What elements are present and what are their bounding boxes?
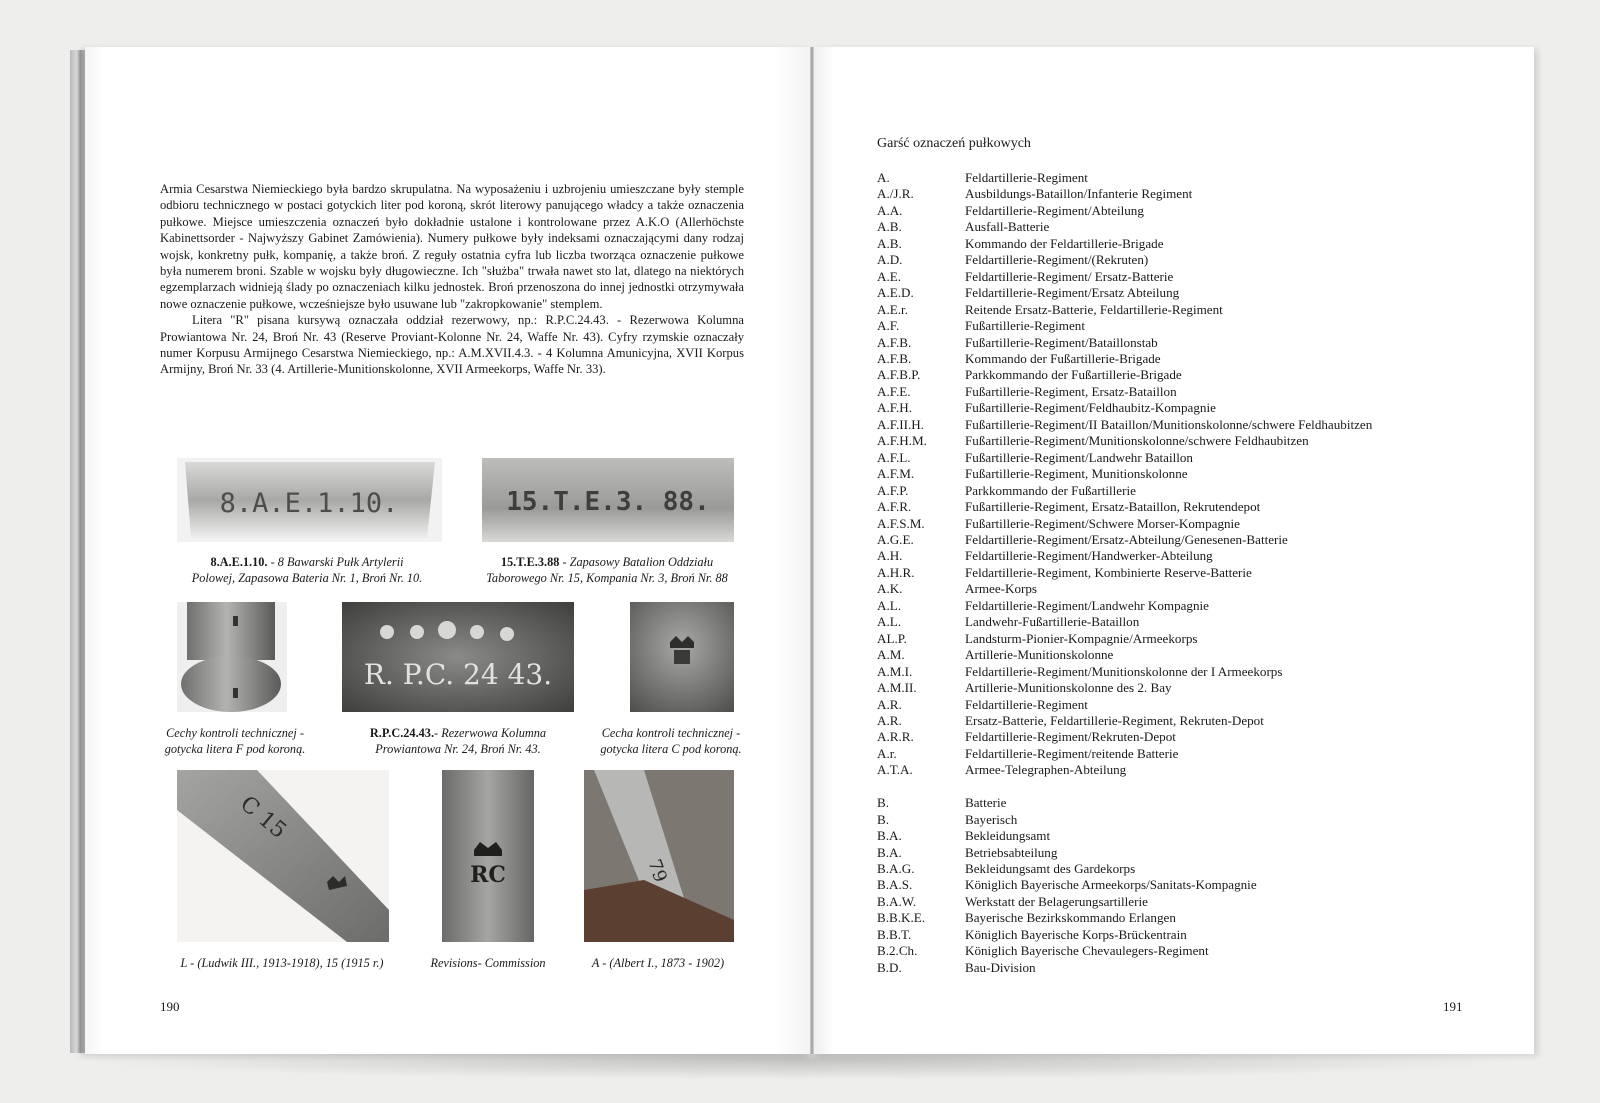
abbreviation-meaning: Landsturm-Pionier-Kompagnie/Armeekorps — [965, 630, 1198, 646]
abbreviation-meaning: Fußartillerie-Regiment/Schwere Morser-Kompagnie — [965, 515, 1240, 531]
abbreviation-row — [877, 647, 1372, 663]
abbreviation-code: A.r. — [877, 745, 897, 761]
abbreviation-row — [877, 203, 1372, 219]
abbreviation-meaning: Batterie — [965, 795, 1007, 811]
abbreviation-meaning: Bekleidungsamt — [965, 828, 1051, 844]
abbreviation-code: A.R. — [877, 696, 902, 712]
photo-blade-A-crown — [584, 770, 734, 942]
abbreviation-row — [877, 894, 1372, 910]
abbreviation-row — [877, 318, 1372, 334]
abbreviation-meaning: Fußartillerie-Regiment/Feldhaubitz-Kompagnie — [965, 400, 1216, 416]
abbreviation-code: B.A.S. — [877, 877, 913, 893]
abbreviation-meaning: Fußartillerie-Regiment, Ersatz-Bataillon — [965, 383, 1177, 399]
abbreviation-row — [877, 367, 1372, 383]
abbreviation-code: A.H.R. — [877, 564, 915, 580]
abbreviation-code: A.D. — [877, 252, 903, 268]
photo-blade-L-crown — [177, 770, 389, 942]
abbreviation-row — [877, 664, 1372, 680]
abbreviation-code: A.R.R. — [877, 729, 914, 745]
caption-2: 15.T.E.3.88 - Zapasowy Batalion Oddziału Taborowego Nr. 15, Kompania Nr. 3, Broń Nr. 88 — [486, 555, 728, 585]
abbreviation-code: A.M. — [877, 647, 905, 663]
abbreviation-meaning: Königlich Bayerische Chevaulegers-Regiment — [965, 943, 1209, 959]
abbreviation-code: B.2.Ch. — [877, 943, 918, 959]
abbreviation-row — [877, 400, 1372, 416]
photo-stamp-RPC2443 — [342, 602, 574, 712]
abbreviation-row — [877, 219, 1372, 235]
list-group-spacer — [877, 779, 1372, 795]
abbreviation-meaning: Fußartillerie-Regiment/Landwehr Bataillon — [965, 449, 1193, 465]
photo-stamp-text: RC — [470, 862, 506, 888]
abbreviation-code: A. — [877, 170, 890, 185]
abbreviation-meaning: Fußartillerie-Regiment/Bataillonstab — [965, 334, 1158, 350]
photo-crown-C-stamp — [630, 602, 734, 712]
abbreviation-list — [877, 170, 1372, 976]
abbreviation-meaning: Feldartillerie-Regiment/Ersatz Abteilung — [965, 285, 1180, 301]
abbreviation-meaning: Feldartillerie-Regiment — [965, 170, 1088, 185]
abbreviation-meaning: Parkkommando der Fußartillerie-Brigade — [965, 367, 1182, 383]
abbreviation-meaning: Fußartillerie-Regiment/Munitionskolonne/schwere Feldhaubitzen — [965, 433, 1309, 449]
abbreviation-code: A.G.E. — [877, 531, 914, 547]
abbreviation-meaning: Feldartillerie-Regiment/reitende Batterie — [965, 745, 1179, 761]
abbreviation-code: A.K. — [877, 581, 903, 597]
paragraph-1: Armia Cesarstwa Niemieckiego była bardzo skrupulatna. Na wyposażeniu i uzbrojeniu umieszczane były stemple odbioru technicznego w postaci gotyckich liter pod koroną, skrót literowy panującego władcy a także oznaczenia pułkowe. Miejsce umieszczenia oznaczeń było dokładnie ustalone i kontrolowane przez A.K.O (Allerhöchste Kabinettsorder - Najwyższy Gabinet Zamówienia). Numery pułkowe były indeksami oznaczającymi dany rodzaj wojsk, konkretny pułk, kompanię, a także broń. Z reguły ostatnia cyfra lub liczba tworząca oznaczenie pułkowe była numerem broni. Szable w wojsku były długowieczne. Ich "służba" trwała nawet sto lat, dlatego na niektórych egzemplarzach widnieją ślady po oznaczeniach kilku jednostek. Broń przenoszona do innej jednostki otrzymywała nowe oznaczenie pułkowe, wcześniejsze było usuwane lub "zakropkowanie" stemplem. — [160, 182, 744, 311]
abbreviation-code: A.E.r. — [877, 301, 908, 317]
abbreviation-row — [877, 812, 1372, 828]
abbreviation-row — [877, 351, 1372, 367]
abbreviation-meaning: Fußartillerie-Regiment/II Bataillon/Munitionskolonne/schwere Feldhaubitzen — [965, 416, 1373, 432]
photo-stamp-text: 8.A.E.1.10. — [219, 488, 399, 519]
abbreviation-row — [877, 186, 1372, 202]
abbreviation-row — [877, 746, 1372, 762]
abbreviation-row — [877, 877, 1372, 893]
photo-stamp-8AE110 — [177, 458, 442, 542]
abbreviation-meaning: Bayerische Bezirkskommando Erlangen — [965, 910, 1176, 926]
section-title: Garść oznaczeń pułkowych — [877, 136, 1031, 151]
abbreviation-code: B. — [877, 811, 890, 827]
abbreviation-code: A.F.L. — [877, 449, 911, 465]
abbreviation-row — [877, 285, 1372, 301]
page-number-right: 191 — [1443, 999, 1463, 1014]
book-gutter — [810, 47, 814, 1054]
caption-2-code: 15.T.E.3.88 — [500, 555, 560, 569]
caption-4-code: R.P.C.24.43. — [369, 726, 435, 740]
abbreviation-row — [877, 302, 1372, 318]
abbreviation-row — [877, 713, 1372, 729]
photo-crown-F-stamp — [177, 602, 287, 712]
abbreviation-row — [877, 516, 1372, 532]
abbreviation-row — [877, 960, 1372, 976]
caption-8: A - (Albert I., 1873 - 1902) — [591, 956, 725, 970]
abbreviation-row — [877, 828, 1372, 844]
caption-1: 8.A.E.1.10. - 8 Bawarski Pułk Artylerii Polowej, Zapasowa Bateria Nr. 1, Broń Nr. 10. — [191, 555, 423, 585]
abbreviation-meaning: Ersatz-Batterie, Feldartillerie-Regiment, Rekruten-Depot — [965, 712, 1264, 728]
abbreviation-meaning: Feldartillerie-Regiment/Abteilung — [965, 202, 1144, 218]
abbreviation-meaning: Ausbildungs-Bataillon/Infanterie Regiment — [965, 186, 1193, 202]
abbreviation-row — [877, 910, 1372, 926]
abbreviation-row — [877, 861, 1372, 877]
abbreviation-code: A.F.B. — [877, 350, 912, 366]
abbreviation-code: A.E. — [877, 268, 902, 284]
abbreviation-code: A.E.D. — [877, 285, 914, 301]
abbreviation-row — [877, 548, 1372, 564]
abbreviation-meaning: Feldartillerie-Regiment — [965, 696, 1088, 712]
abbreviation-meaning: Ausfall-Batterie — [965, 219, 1050, 235]
abbreviation-meaning: Feldartillerie-Regiment/Munitionskolonne der I Armeekorps — [965, 663, 1283, 679]
abbreviation-row — [877, 269, 1372, 285]
abbreviation-code: A./J.R. — [877, 186, 914, 202]
abbreviation-row — [877, 614, 1372, 630]
abbreviation-meaning: Königlich Bayerische Armeekorps/Sanitats-Kompagnie — [965, 877, 1257, 893]
abbreviation-meaning: Kommando der Feldartillerie-Brigade — [965, 235, 1164, 251]
abbreviation-row — [877, 697, 1372, 713]
abbreviation-row — [877, 466, 1372, 482]
photo-blade-RC-crown — [442, 770, 534, 942]
left-body-text — [160, 181, 744, 378]
abbreviation-code: A.F. — [877, 318, 900, 334]
abbreviation-meaning: Armee-Korps — [965, 581, 1037, 597]
abbreviation-meaning: Feldartillerie-Regiment/Ersatz-Abteilung/Genesenen-Batterie — [965, 531, 1288, 547]
abbreviation-row — [877, 236, 1372, 252]
abbreviation-meaning: Kommando der Fußartillerie-Brigade — [965, 350, 1161, 366]
abbreviation-code: B.A. — [877, 844, 902, 860]
abbreviation-meaning: Bekleidungsamt des Gardekorps — [965, 861, 1136, 877]
abbreviation-code: B.A.G. — [877, 861, 915, 877]
abbreviation-row — [877, 384, 1372, 400]
abbreviation-row — [877, 565, 1372, 581]
photo-stamp-text: 79 — [643, 856, 671, 886]
photo-stamp-text: 15.T.E.3. 88. — [506, 487, 710, 517]
abbreviation-meaning: Betriebsabteilung — [965, 844, 1058, 860]
abbreviation-row — [877, 450, 1372, 466]
abbreviation-row — [877, 532, 1372, 548]
abbreviation-code: A.B. — [877, 219, 902, 235]
abbreviation-meaning: Bayerisch — [965, 811, 1018, 827]
abbreviation-row — [877, 680, 1372, 696]
abbreviation-code: A.T.A. — [877, 762, 913, 778]
abbreviation-row — [877, 335, 1372, 351]
abbreviation-code: A.A. — [877, 202, 903, 218]
abbreviation-meaning: Feldartillerie-Regiment, Kombinierte Reserve-Batterie — [965, 564, 1252, 580]
abbreviation-meaning: Artillerie-Munitionskolonne — [965, 647, 1114, 663]
abbreviation-meaning: Fußartillerie-Regiment, Ersatz-Bataillon, Rekrutendepot — [965, 499, 1261, 515]
abbreviation-code: A.L. — [877, 597, 902, 613]
abbreviation-code: A.F.H.M. — [877, 433, 927, 449]
abbreviation-code: A.F.B.P. — [877, 367, 921, 383]
abbreviation-meaning: Landwehr-Fußartillerie-Bataillon — [965, 614, 1140, 630]
photo-stamp-text: R. P.C. 24 43. — [363, 658, 553, 691]
abbreviation-code: A.B. — [877, 235, 902, 251]
abbreviation-row — [877, 417, 1372, 433]
abbreviation-code: A.H. — [877, 548, 903, 564]
abbreviation-meaning: Fußartillerie-Regiment — [965, 318, 1085, 334]
caption-5: Cecha kontroli technicznej - gotycka litera C pod koroną. — [600, 726, 742, 756]
caption-7: Revisions- Commission — [430, 956, 546, 970]
abbreviation-code: B.D. — [877, 959, 902, 975]
abbreviation-meaning: Feldartillerie-Regiment/Handwerker-Abteilung — [965, 548, 1213, 564]
abbreviation-meaning: Feldartillerie-Regiment/Rekruten-Depot — [965, 729, 1176, 745]
photo-stamp-text: C 15 — [235, 791, 291, 844]
abbreviation-meaning: Parkkommando der Fußartillerie — [965, 482, 1136, 498]
abbreviation-code: B.A.W. — [877, 893, 917, 909]
abbreviation-code: A.F.M. — [877, 466, 915, 482]
abbreviation-row — [877, 729, 1372, 745]
abbreviation-code: A.F.E. — [877, 383, 911, 399]
abbreviation-meaning: Feldartillerie-Regiment/(Rekruten) — [965, 252, 1149, 268]
abbreviation-code: A.F.P. — [877, 482, 909, 498]
abbreviation-code: A.M.II. — [877, 680, 917, 696]
page-number-left: 190 — [160, 999, 180, 1014]
paragraph-2: Litera "R" pisana kursywą oznaczała oddział rezerwowy, np.: R.P.C.24.43. - Rezerwowa Kolumna Prowiantowa Nr. 24, Broń Nr. 43 (Reserve Proviant-Kolonne Nr. 24, Waffe Nr. 43). Cyfry rzymskie oznaczały numer Korpusu Armijnego Cesarstwa Niemieckiego, np.: A.M.XVII.4.3. - 4 Kolumna Amunicyjna, XVII Korpus Armijny, Broń Nr. 33 (4. Artillerie-Munitionskolonne, XVII Armeekorps, Waffe Nr. 33). — [160, 313, 744, 377]
abbreviation-meaning: Feldartillerie-Regiment/Landwehr Kompagnie — [965, 597, 1209, 613]
abbreviation-row — [877, 927, 1372, 943]
abbreviation-code: B. — [877, 795, 890, 811]
abbreviation-row — [877, 252, 1372, 268]
abbreviation-code: B.B.T. — [877, 926, 912, 942]
abbreviation-row — [877, 762, 1372, 778]
abbreviation-row — [877, 631, 1372, 647]
abbreviation-row — [877, 943, 1372, 959]
abbreviation-meaning: Feldartillerie-Regiment/ Ersatz-Batterie — [965, 268, 1174, 284]
abbreviation-row — [877, 499, 1372, 515]
abbreviation-code: A.L. — [877, 614, 902, 630]
abbreviation-meaning: Armee-Telegraphen-Abteilung — [965, 762, 1127, 778]
abbreviation-row — [877, 433, 1372, 449]
abbreviation-code: A.F.B. — [877, 334, 912, 350]
abbreviation-meaning: Artillerie-Munitionskolonne des 2. Bay — [965, 680, 1172, 696]
abbreviation-meaning: Bau-Division — [965, 959, 1036, 975]
abbreviation-code: A.F.S.M. — [877, 515, 925, 531]
abbreviation-meaning: Fußartillerie-Regiment, Munitionskolonne — [965, 466, 1188, 482]
abbreviation-code: A.F.H. — [877, 400, 912, 416]
abbreviation-row — [877, 581, 1372, 597]
abbreviation-row — [877, 845, 1372, 861]
abbreviation-meaning: Reitende Ersatz-Batterie, Feldartillerie-Regiment — [965, 301, 1223, 317]
abbreviation-row — [877, 483, 1372, 499]
abbreviation-row — [877, 795, 1372, 811]
abbreviation-code: A.F.R. — [877, 499, 912, 515]
photo-stamp-15TE388 — [482, 458, 734, 542]
caption-3: Cechy kontroli technicznej - gotycka litera F pod koroną. — [164, 726, 306, 756]
abbreviation-code: B.A. — [877, 828, 902, 844]
abbreviation-code: AL.P. — [877, 630, 907, 646]
abbreviation-meaning: Werkstatt der Belagerungsartillerie — [965, 893, 1148, 909]
caption-1-code: 8.A.E.1.10. — [210, 555, 268, 569]
abbreviation-row — [877, 598, 1372, 614]
abbreviation-code: B.B.K.E. — [877, 910, 926, 926]
abbreviation-code: A.M.I. — [877, 663, 913, 679]
caption-6: L - (Ludwik III., 1913-1918), 15 (1915 r.) — [180, 956, 384, 970]
abbreviation-meaning: Königlich Bayerische Korps-Brückentrain — [965, 926, 1187, 942]
caption-4: R.P.C.24.43.- Rezerwowa Kolumna Prowiantowa Nr. 24, Broń Nr. 43. — [369, 726, 547, 756]
abbreviation-row — [877, 170, 1372, 186]
abbreviation-code: A.F.II.H. — [877, 416, 924, 432]
abbreviation-code: A.R. — [877, 712, 902, 728]
